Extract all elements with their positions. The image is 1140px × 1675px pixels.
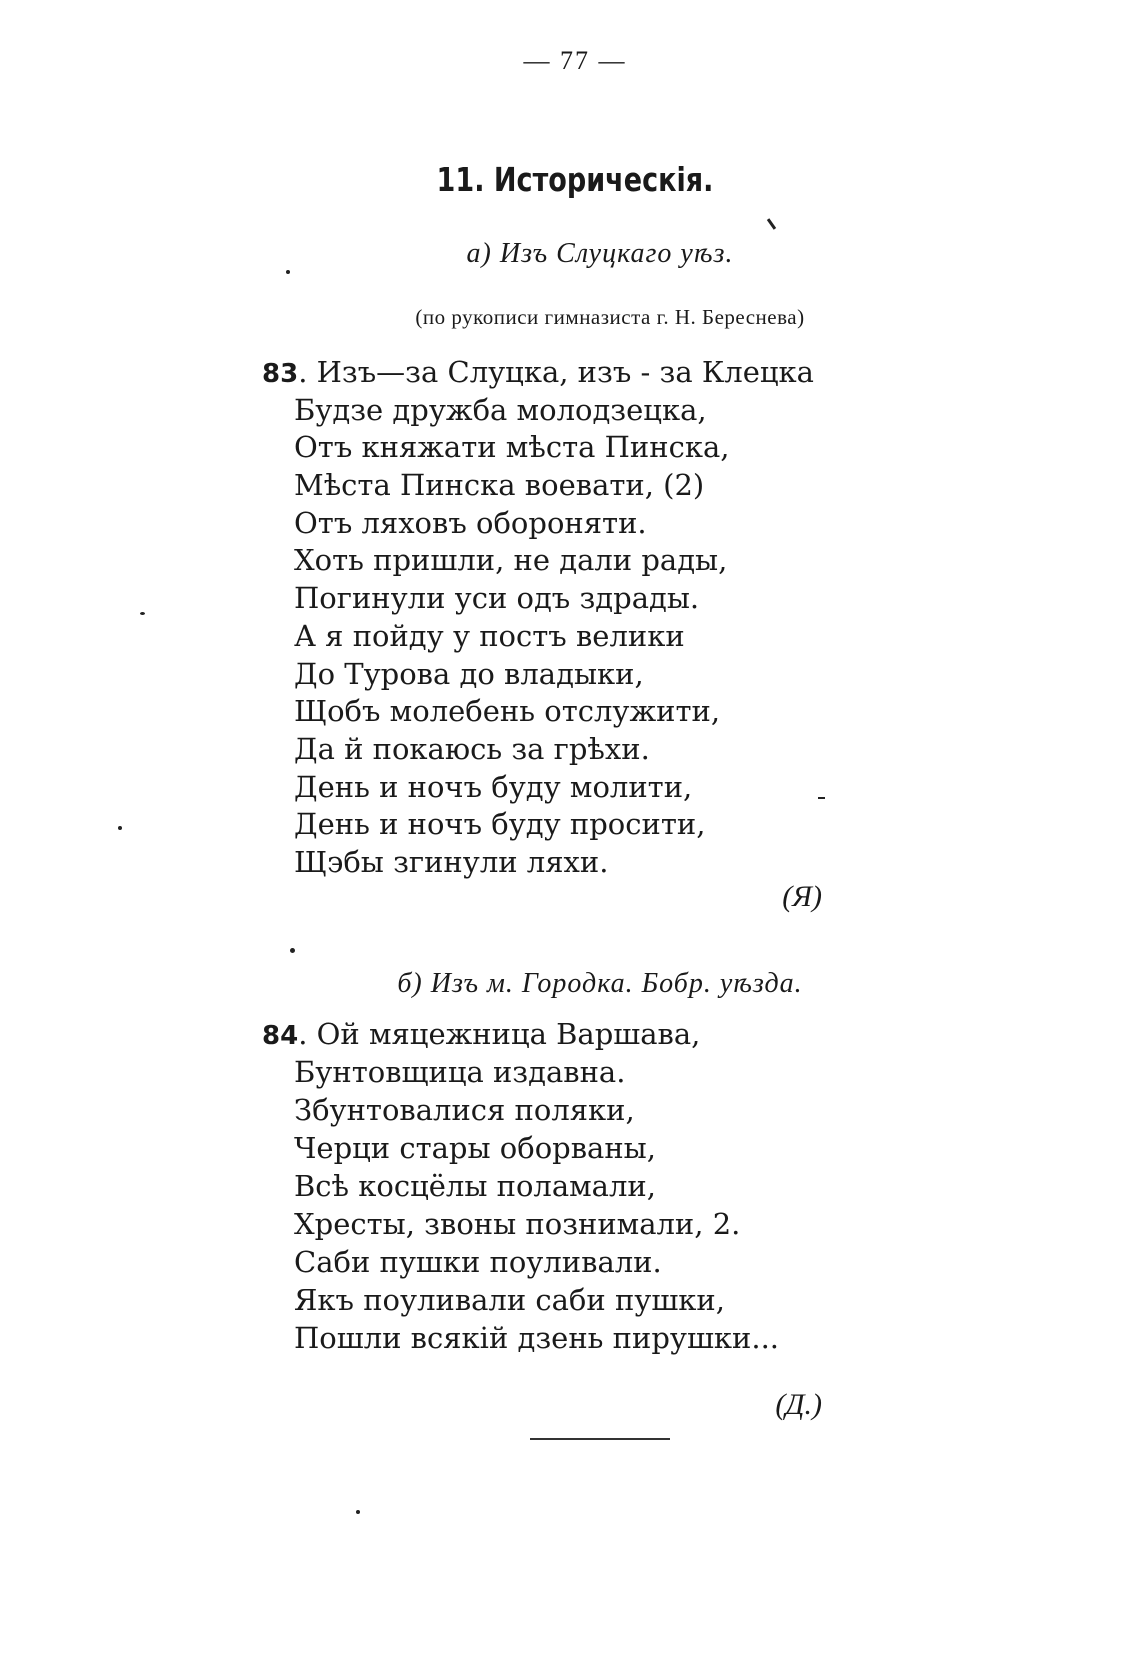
scan-speck bbox=[286, 270, 290, 274]
poem-line: А я пойду у постъ велики bbox=[294, 618, 685, 653]
poem-line: Хресты, звоны познимали, 2. bbox=[294, 1207, 741, 1241]
scan-speck bbox=[767, 218, 776, 230]
poem-line-text: . Ой мяцежница Варшава, bbox=[298, 1017, 701, 1051]
poem-83 bbox=[262, 354, 814, 882]
poem-line: Саби пушки поуливали. bbox=[294, 1245, 662, 1279]
poem-line: До Турова до владыки, bbox=[294, 656, 644, 691]
poem-line: Всѣ косцёлы поламали, bbox=[294, 1169, 656, 1203]
poem-line: Мѣста Пинска воевати, (2) bbox=[294, 468, 705, 503]
poem-line: Збунтовалися поляки, bbox=[294, 1093, 635, 1127]
poem-line: День и ночъ буду просити, bbox=[294, 807, 706, 842]
poem-line: Отъ княжати мѣста Пинска, bbox=[294, 430, 730, 465]
poem-line: Будзе дружба молодзецка, bbox=[294, 392, 707, 427]
poem-line bbox=[262, 1015, 779, 1053]
poem-line: Отъ ляховъ обороняти. bbox=[294, 505, 647, 540]
poem-line-text: . Изъ—за Слуцка, изъ - за Клецка bbox=[298, 355, 814, 389]
scan-speck bbox=[356, 1510, 360, 1514]
subhead-a: а) Изъ Слуцкаго уѣз. bbox=[466, 238, 734, 269]
poem-line: Щэбы згинули ляхи. bbox=[294, 844, 609, 879]
attribution-b: (Д.) bbox=[775, 1388, 822, 1421]
poem-84 bbox=[262, 1015, 779, 1357]
poem-line: Бунтовщица издавна. bbox=[294, 1055, 626, 1089]
end-rule bbox=[530, 1438, 670, 1440]
poem-number: 84 bbox=[262, 1021, 299, 1051]
poem-line: Щобъ молебень отслужити, bbox=[294, 694, 721, 729]
poem-line: День и ночъ буду молити, bbox=[294, 769, 693, 804]
attribution-a: (Я) bbox=[782, 880, 822, 913]
poem-line: Хоть пришли, не дали рады, bbox=[294, 543, 728, 578]
scan-speck bbox=[118, 826, 122, 830]
poem-line: Черци стары оборваны, bbox=[294, 1131, 656, 1165]
poem-line: Да й покаюсь за грѣхи. bbox=[294, 731, 650, 766]
scan-speck bbox=[140, 612, 145, 615]
scan-speck bbox=[818, 797, 825, 799]
poem-line: Погинули уси одъ здрады. bbox=[294, 581, 700, 616]
poem-line bbox=[262, 354, 814, 392]
page-number: — 77 — bbox=[523, 46, 627, 75]
poem-line: Якъ поуливали саби пушки, bbox=[294, 1283, 725, 1317]
scan-speck bbox=[290, 948, 295, 953]
poem-number: 83 bbox=[262, 359, 299, 389]
source-note: (по рукописи гимназиста г. Н. Береснева) bbox=[415, 305, 805, 329]
poem-line: Пошли всякій дзень пирушки... bbox=[294, 1321, 780, 1355]
subhead-b: б) Изъ м. Городка. Бобр. уѣзда. bbox=[397, 968, 803, 999]
section-title: 11. Историческія. bbox=[436, 160, 714, 199]
